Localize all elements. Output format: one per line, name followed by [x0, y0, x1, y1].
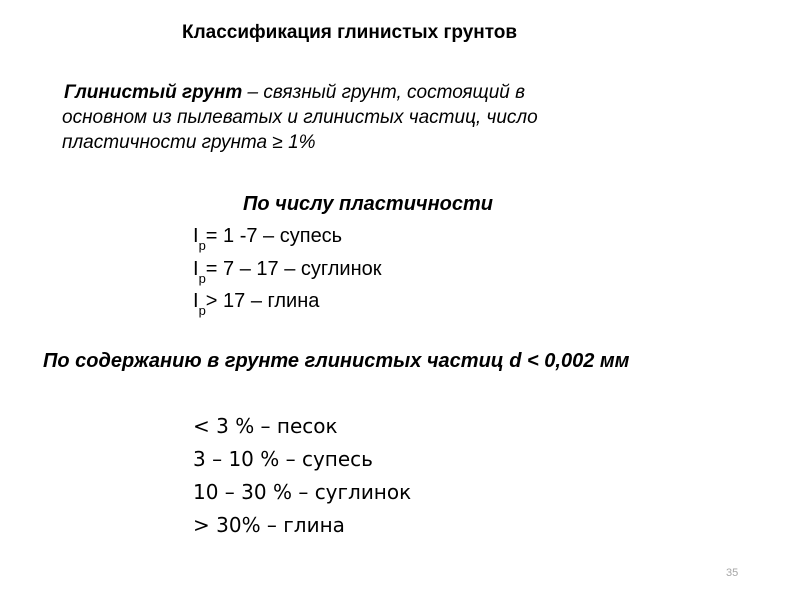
- plasticity-subscript: p: [198, 303, 206, 318]
- clay-content-heading: По содержанию в грунте глинистых частиц d < 0,002 мм: [43, 350, 630, 372]
- slide-title: Классификация глинистых грунтов: [182, 22, 518, 43]
- plasticity-text: = 1 -7 – супесь: [205, 225, 343, 247]
- plasticity-item: [193, 225, 342, 253]
- definition-line-1-text: – связный грунт, состоящий в: [242, 82, 526, 103]
- clay-content-item: > 30% – глина: [193, 513, 345, 537]
- plasticity-text: > 17 – глина: [205, 290, 320, 312]
- plasticity-symbol: I: [193, 225, 199, 247]
- plasticity-text: = 7 – 17 – суглинок: [205, 258, 382, 280]
- plasticity-item: [193, 258, 382, 286]
- definition-line-1: [64, 82, 525, 104]
- definition-line-2: основном из пылеватых и глинистых частиц, число: [62, 107, 538, 128]
- clay-content-item: 10 – 30 % – суглинок: [193, 480, 412, 504]
- plasticity-symbol: I: [193, 258, 199, 280]
- plasticity-symbol: I: [193, 290, 199, 312]
- plasticity-heading: По числу пластичности: [243, 193, 493, 215]
- plasticity-item: [193, 290, 319, 318]
- clay-content-item: < 3 % – песок: [193, 414, 338, 438]
- page-number: 35: [726, 567, 739, 579]
- clay-content-item: 3 – 10 % – супесь: [193, 447, 373, 471]
- definition-term: Глинистый грунт: [64, 82, 243, 103]
- plasticity-subscript: p: [198, 238, 206, 253]
- definition-line-3: пластичности грунта ≥ 1%: [62, 132, 316, 153]
- plasticity-subscript: p: [198, 271, 206, 286]
